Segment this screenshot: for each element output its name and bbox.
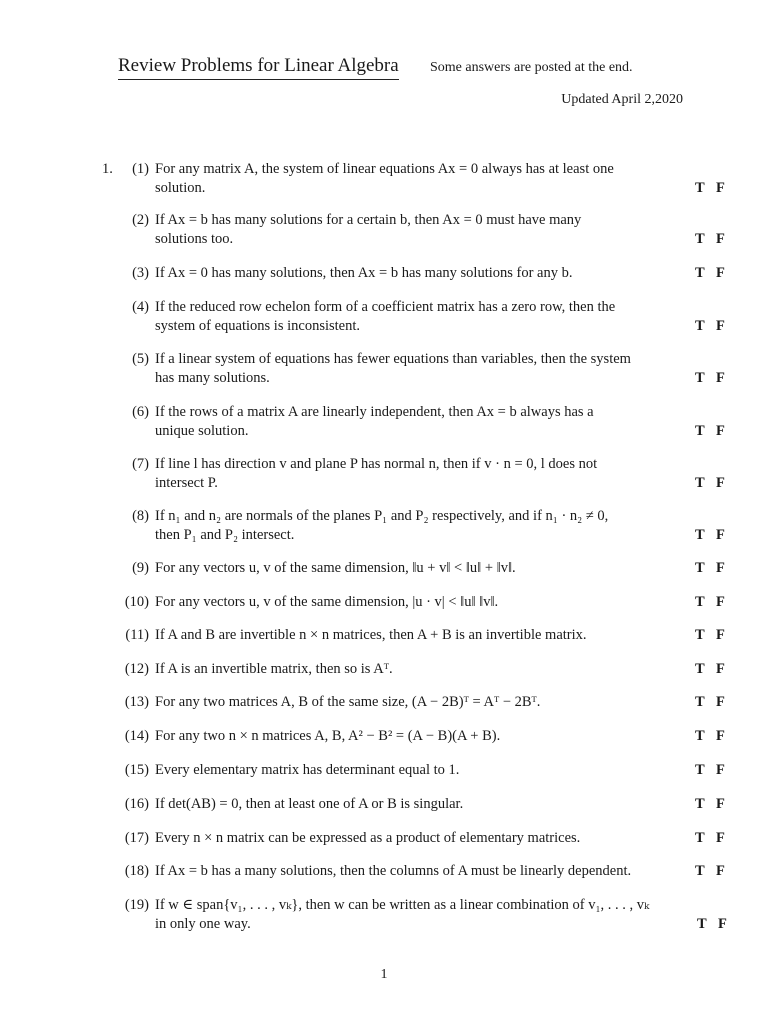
item-text: For any matrix A, the system of linear equations Ax = 0 always has at least one solution. [155,161,614,196]
page-title: Review Problems for Linear Algebra [118,54,399,80]
item-number: (5) [132,351,149,367]
item-text: If det(AB) = 0, then at least one of A or B is singular. [155,796,464,812]
true-false-choice[interactable]: T F [695,863,725,879]
true-false-choice[interactable]: T F [695,423,725,439]
item-text: For any vectors u, v of the same dimension, |u · v| < ‖u‖ ‖v‖. [155,594,499,610]
true-false-choice[interactable]: T F [695,796,725,812]
item-text: If the reduced row echelon form of a coefficient matrix has a zero row, then the system of equations is inconsistent. [155,299,616,334]
item-text: If w ∈ span{v₁, . . . , vₖ}, then w can be written as a linear combination of v₁, . . . , vₖ in only one way. [155,897,650,932]
item-number: (1) [132,161,149,177]
true-false-choice[interactable]: T F [695,231,725,247]
item-number: (15) [124,762,149,778]
item-text: If n₁ and n₂ are normals of the planes P₁ and P₂ respectively, and if n₁ · n₂ ≠ 0, then P₁ and P₂ intersect. [155,508,609,543]
true-false-choice[interactable]: T F [695,830,725,846]
item-text: For any two matrices A, B of the same size, (A − 2B)ᵀ = Aᵀ − 2Bᵀ. [155,694,541,710]
item-text: If the rows of a matrix A are linearly independent, then Ax = b always has a unique solution. [155,404,594,439]
item-text: For any vectors u, v of the same dimension, ‖u + v‖ < ‖u‖ + ‖v‖. [155,560,516,576]
item-text: If A is an invertible matrix, then so is Aᵀ. [155,661,393,677]
true-false-choice[interactable]: T F [695,762,725,778]
item-number: (7) [132,456,149,472]
true-false-choice[interactable]: T F [695,594,725,610]
item-number: (4) [132,299,149,315]
item-number: (2) [132,212,149,228]
true-false-choice[interactable]: T F [697,916,727,932]
item-number: (18) [124,863,149,879]
item-number: (10) [124,594,149,610]
item-number: (3) [132,265,149,281]
item-number: (19) [124,897,149,913]
true-false-choice[interactable]: T F [695,560,725,576]
item-text: If Ax = 0 has many solutions, then Ax = b has many solutions for any b. [155,265,573,281]
item-number: (11) [125,627,149,643]
true-false-choice[interactable]: T F [695,728,725,744]
item-text: Every elementary matrix has determinant equal to 1. [155,762,460,778]
item-number: (16) [124,796,149,812]
item-number: (13) [124,694,149,710]
item-number: (12) [124,661,149,677]
item-text: If line l has direction v and plane P has normal n, then if v · n = 0, l does not intersect P. [155,456,598,491]
true-false-choice[interactable]: T F [695,475,725,491]
true-false-choice[interactable]: T F [695,661,725,677]
true-false-choice[interactable]: T F [695,627,725,643]
item-number: (17) [124,830,149,846]
item-number: (8) [132,508,149,524]
true-false-choice[interactable]: T F [695,694,725,710]
item-text: If A and B are invertible n × n matrices, then A + B is an invertible matrix. [155,627,587,643]
true-false-choice[interactable]: T F [695,370,725,386]
item-number: (6) [132,404,149,420]
true-false-choice[interactable]: T F [695,318,725,334]
item-number: (14) [124,728,149,744]
item-text: For any two n × n matrices A, B, A² − B² = (A − B)(A + B). [155,728,501,744]
item-text: If Ax = b has many solutions for a certain b, then Ax = 0 must have many solutions too. [155,212,582,247]
true-false-choice[interactable]: T F [695,180,725,196]
item-text: If a linear system of equations has fewer equations than variables, then the system has many solutions. [155,351,631,386]
item-number: (9) [132,560,149,576]
section-number: 1. [102,161,113,177]
answers-note: Some answers are posted at the end. [430,60,633,75]
true-false-choice[interactable]: T F [695,527,725,543]
item-text: If Ax = b has a many solutions, then the columns of A must be linearly dependent. [155,863,632,879]
item-text: Every n × n matrix can be expressed as a product of elementary matrices. [155,830,581,846]
page-number: 1 [380,967,388,982]
true-false-choice[interactable]: T F [695,265,725,281]
updated-date: Updated April 2,2020 [561,92,683,107]
